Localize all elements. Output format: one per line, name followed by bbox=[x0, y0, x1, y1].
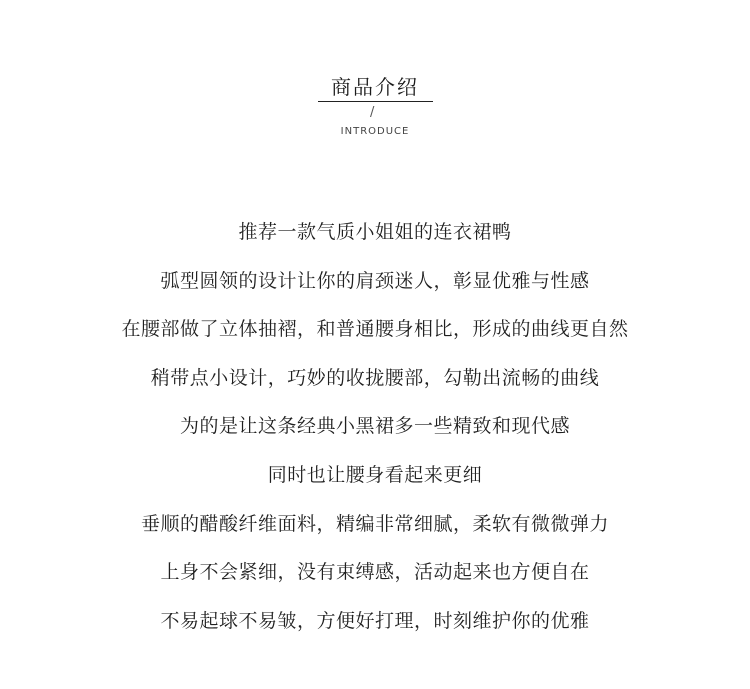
description-line: 为的是让这条经典小黑裙多一些精致和现代感 bbox=[179, 415, 570, 438]
description-line: 弧型圆领的设计让你的肩颈迷人，彰显优雅与性感 bbox=[160, 269, 590, 292]
description-line: 稍带点小设计，巧妙的收拢腰部，勾勒出流畅的曲线 bbox=[150, 366, 600, 389]
section-header bbox=[0, 72, 750, 152]
description-line: 不易起球不易皱，方便好打理，时刻维护你的优雅 bbox=[160, 609, 590, 632]
title-underline bbox=[318, 101, 433, 102]
description-line: 垂顺的醋酸纤维面料，精编非常细腻，柔软有微微弹力 bbox=[140, 512, 609, 535]
section-title: 商品介绍 bbox=[331, 75, 419, 99]
description-line: 上身不会紧细，没有束缚感，活动起来也方便自在 bbox=[160, 561, 590, 584]
slash-divider: / bbox=[370, 105, 375, 120]
description-line: 在腰部做了立体抽褶，和普通腰身相比，形成的曲线更自然 bbox=[121, 318, 629, 341]
product-description bbox=[0, 214, 750, 651]
section-subtitle: INTRODUCE bbox=[340, 126, 410, 137]
description-line: 推荐一款气质小姐姐的连衣裙鸭 bbox=[238, 221, 512, 243]
description-line: 同时也让腰身看起来更细 bbox=[267, 463, 483, 486]
